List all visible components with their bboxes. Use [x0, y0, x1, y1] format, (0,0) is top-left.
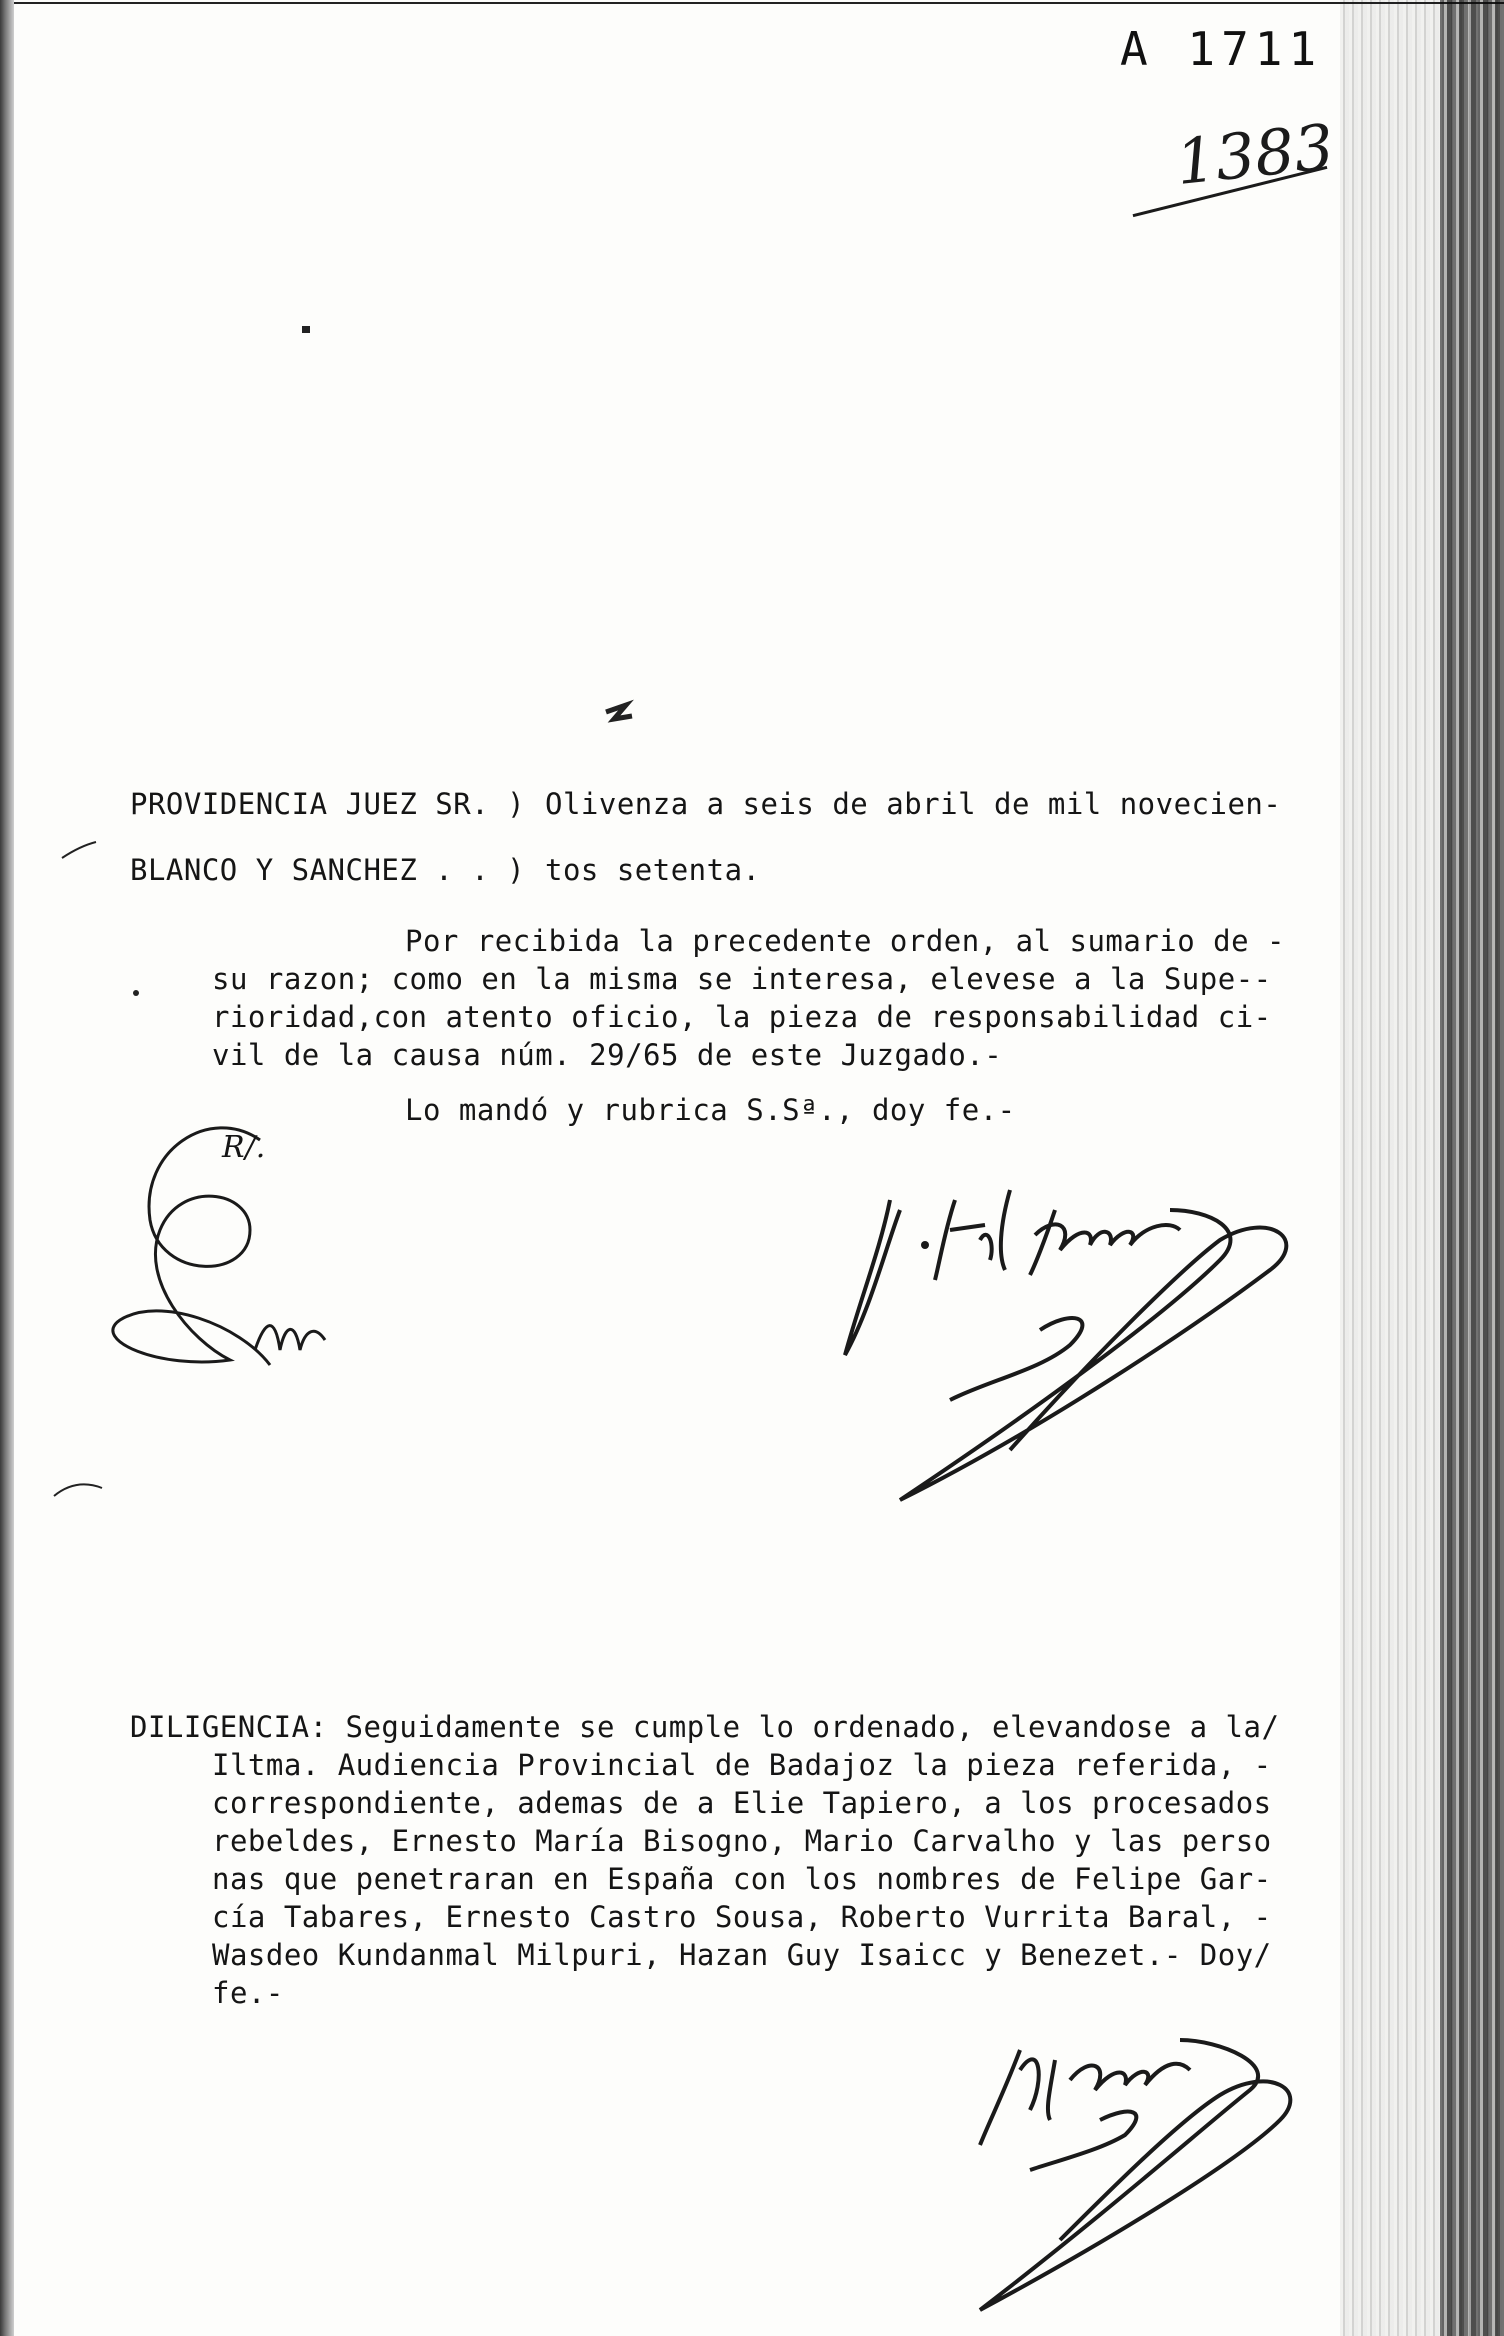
header-judge-name: BLANCO Y SANCHEZ . . ) [130, 853, 544, 887]
secretary-signature [840, 1170, 1340, 1530]
diligencia-line: cía Tabares, Ernesto Castro Sousa, Roberto Vurrita Baral, - [212, 1900, 1272, 1934]
closing-line: Lo mandó y rubrica S.Sª., doy fe.- [405, 1093, 1016, 1127]
diligencia-line: correspondiente, ademas de a Elie Tapiero, a los procesados [212, 1786, 1272, 1820]
providencia-line: Por recibida la precedente orden, al sumario de - [405, 924, 1286, 958]
diligencia-line: rebeldes, Ernesto María Bisogno, Mario Carvalho y las perso [212, 1824, 1272, 1858]
diligencia-line: DILIGENCIA: Seguidamente se cumple lo ordenado, elevandose a la/ [130, 1710, 1280, 1744]
header-place-date: Olivenza a seis de abril de mil novecien- [545, 787, 1282, 821]
diligencia-line: Iltma. Audiencia Provincial de Badajoz la pieza referida, - [212, 1748, 1272, 1782]
folio-number: 1383 [1172, 109, 1338, 200]
diligencia-signature [950, 2010, 1320, 2330]
header-judge-label: PROVIDENCIA JUEZ SR. ) [130, 787, 544, 821]
header-date-continued: tos setenta. [545, 853, 761, 887]
serial-number: A 1711 [1120, 22, 1323, 76]
providencia-line: rioridad,con atento oficio, la pieza de responsabilidad ci- [212, 1000, 1272, 1034]
providencia-line: vil de la causa núm. 29/65 de este Juzgado.- [212, 1038, 1003, 1072]
diligencia-line: Wasdeo Kundanmal Milpuri, Hazan Guy Isaicc y Benezet.- Doy/ [212, 1938, 1272, 1972]
rubric-mark-label: R/. [222, 1130, 266, 1165]
diligencia-line: nas que penetraran en España con los nombres de Felipe Gar- [212, 1862, 1272, 1896]
providencia-line: su razon; como en la misma se interesa, elevese a la Supe-- [212, 962, 1272, 996]
diligencia-line: fe.- [212, 1976, 284, 2010]
